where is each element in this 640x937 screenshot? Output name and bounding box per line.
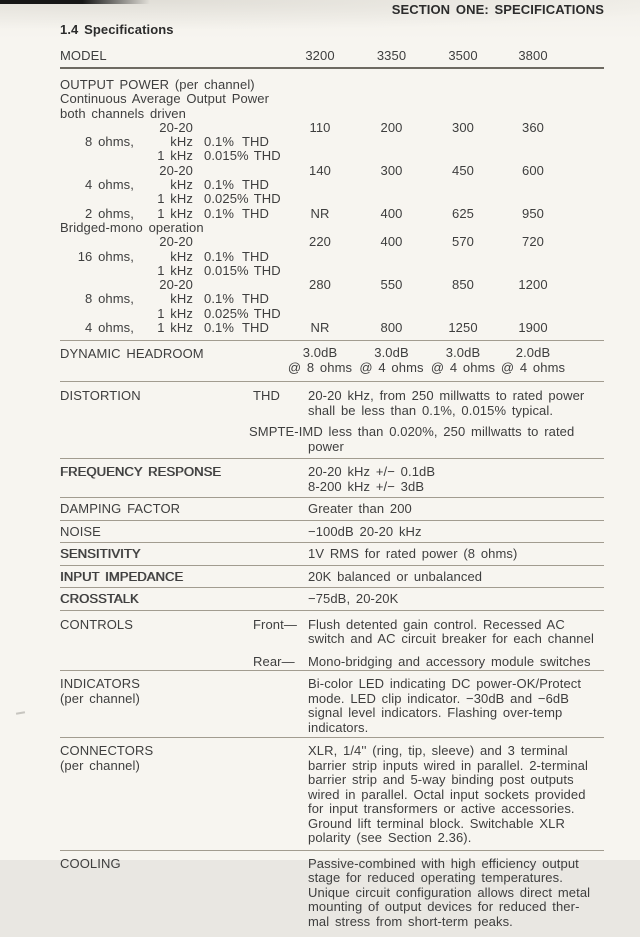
power-condition: [60, 149, 285, 163]
power-value: NR: [310, 320, 330, 336]
thd-unit: THD: [253, 305, 281, 321]
thd-percent: 0.1%: [204, 320, 235, 336]
spec-value: −75dB, 20-20K: [308, 591, 399, 607]
spec-label: DISTORTION: [60, 388, 141, 404]
thd-percent: 0.015%: [204, 148, 249, 164]
freq-label: 1 kHz: [157, 320, 193, 336]
thd-unit: THD: [242, 291, 270, 307]
power-value: 400: [380, 205, 403, 221]
model-number: 3500: [448, 48, 478, 63]
output-power-heading: both channels driven: [60, 105, 186, 121]
ohms-label: 4 ohms,: [85, 320, 134, 336]
section-title: 1.4 Specifications: [60, 22, 174, 37]
power-value: 300: [380, 162, 403, 178]
thd-unit: THD: [253, 191, 281, 207]
power-value: 220: [309, 234, 331, 250]
thd-percent: 0.1%: [204, 205, 235, 221]
spec-value: XLR, 1/4'' (ring, tip, sleeve) and 3 terminal barrier strip inputs wired in parallel. 2-terminal barrier strip and 5-way binding post outputs wired in parallel. Octal input sockets provided for input transformers or active accessories. Ground lift terminal block. Switchable XLR polarity (see Section 2.36).: [308, 743, 588, 846]
dynamic-headroom-row: [60, 341, 604, 382]
ohms-label: 8 ohms,: [85, 134, 134, 150]
output-power-section: [60, 69, 604, 341]
thd-unit: THD: [242, 248, 270, 264]
model-number: 3200: [305, 48, 335, 63]
freq-label: 1 kHz: [157, 148, 193, 164]
spec-label: COOLING: [60, 855, 121, 871]
freq-label: 1 kHz: [157, 305, 193, 321]
headroom-cell: 3.0dB @ 4 ohms: [430, 345, 496, 375]
ohms-label: 16 ohms,: [77, 248, 134, 264]
thd-unit: THD: [242, 177, 270, 193]
power-condition: [60, 321, 285, 335]
power-value: 360: [522, 119, 544, 135]
spec-label: DAMPING FACTOR: [60, 501, 181, 517]
model-number: 3350: [376, 48, 407, 63]
ohms-label: 4 ohms,: [85, 177, 134, 193]
bridged-mono-heading: Bridged-mono operation: [60, 219, 204, 235]
power-row: [60, 307, 604, 321]
headroom-cell: 3.0dB @ 4 ohms: [359, 345, 424, 375]
indicators-row: [60, 671, 604, 738]
thd-percent: 0.025%: [204, 305, 249, 321]
input-impedance-row: [60, 566, 604, 589]
power-value: 1900: [518, 320, 548, 336]
thd-unit: THD: [242, 134, 270, 150]
power-value: 140: [309, 162, 331, 178]
model-row: [60, 48, 604, 69]
power-row: [60, 321, 604, 335]
power-row: [60, 192, 604, 206]
power-row: [60, 164, 604, 193]
power-value: 720: [522, 234, 544, 250]
model-number: 3800: [518, 48, 548, 63]
thd-percent: 0.1%: [204, 177, 235, 193]
spec-label: CROSSTALK: [60, 591, 139, 607]
sensitivity-row: [60, 543, 604, 566]
spec-label: DYNAMIC HEADROOM: [60, 346, 204, 362]
freq-label: 20-20 kHz: [159, 234, 193, 264]
power-value: 400: [380, 234, 403, 250]
power-value: 600: [522, 162, 544, 178]
thd-percent: 0.1%: [204, 248, 235, 264]
thd-percent: 0.1%: [204, 134, 235, 150]
power-row: [60, 121, 604, 150]
noise-row: [60, 521, 604, 544]
spec-value: 20-20 kHz +/− 0.1dB 8-200 kHz +/− 3dB: [308, 464, 436, 494]
spec-label: SENSITIVITY: [60, 546, 141, 562]
power-row: [60, 235, 604, 264]
spec-label: CONTROLS: [60, 616, 134, 632]
thd-unit: THD: [242, 320, 270, 336]
headroom-cell: 2.0dB @ 4 ohms: [500, 345, 566, 375]
power-value: 800: [380, 320, 403, 336]
damping-factor-row: [60, 498, 604, 521]
power-value: 1200: [518, 277, 548, 293]
power-value: 280: [309, 277, 331, 293]
power-value: 550: [380, 277, 403, 293]
freq-label: 20-20 kHz: [159, 162, 193, 193]
ohms-label: 8 ohms,: [85, 291, 134, 307]
model-label: MODEL: [60, 48, 107, 63]
power-condition: [60, 192, 285, 206]
spec-label: FREQUENCY RESPONSE: [60, 464, 222, 480]
output-power-heading: OUTPUT POWER (per channel): [60, 77, 255, 92]
page-header: SECTION ONE: SPECIFICATIONS: [391, 2, 604, 17]
freq-label: 1 kHz: [157, 262, 193, 278]
spec-value: Passive-combined with high efficiency output stage for reduced operating temperatures. Unique circuit configuration allows direct metal mounting of output devices for reduced ther- mal stress from short-term peaks.: [308, 855, 591, 929]
power-value: 450: [452, 162, 474, 178]
freq-label: 1 kHz: [157, 191, 193, 207]
spec-value: Greater than 200: [308, 501, 412, 517]
power-value: NR: [310, 205, 330, 221]
controls-rear-value: Mono-bridging and accessory module switches: [308, 653, 591, 669]
power-condition: [60, 121, 285, 150]
spec-value: 20-20 kHz, from 250 millwatts to rated power shall be less than 0.1%, 0.015% typical. SMPTE-IMD less than 0.020%, 250 millwatts to rated power: [249, 388, 585, 454]
thd-unit: THD: [253, 148, 281, 164]
spec-label: NOISE: [60, 523, 101, 539]
thd-percent: 0.1%: [204, 291, 235, 307]
power-condition: [60, 207, 285, 221]
power-condition: [60, 164, 285, 193]
spec-label: CONNECTORS (per channel): [60, 743, 154, 773]
power-condition: [60, 235, 285, 264]
power-row: [60, 207, 604, 221]
freq-label: 1 kHz: [157, 205, 193, 221]
power-value: 200: [380, 119, 403, 135]
front-label: Front—: [253, 616, 297, 632]
power-value: 950: [522, 205, 544, 221]
controls-front-value: Flush detented gain control. Recessed AC switch and AC circuit breaker for each channel: [308, 616, 594, 647]
spec-label: INPUT IMPEDANCE: [60, 568, 184, 584]
thd-unit: THD: [242, 205, 270, 221]
spec-value: Bi-color LED indicating DC power-OK/Protect mode. LED clip indicator. −30dB and −6dB signal level indicators. Flashing over-temp indicators.: [308, 676, 582, 735]
power-value: 570: [452, 234, 474, 250]
power-value: 300: [452, 119, 474, 135]
thd-unit: THD: [253, 262, 281, 278]
scan-edge-artifact: [0, 0, 150, 4]
power-condition: [60, 307, 285, 321]
spec-value: 20K balanced or unbalanced: [308, 568, 483, 584]
power-condition: [60, 278, 285, 307]
power-row: [60, 278, 604, 307]
thd-percent: 0.025%: [204, 191, 249, 207]
output-power-heading: Continuous Average Output Power: [60, 91, 270, 107]
spec-value: −100dB 20-20 kHz: [308, 523, 422, 539]
power-value: 1250: [448, 320, 478, 336]
thd-mid-label: THD: [253, 388, 281, 404]
connectors-row: [60, 738, 604, 851]
power-value: 850: [452, 277, 474, 293]
power-condition: [60, 264, 285, 278]
rear-label: Rear—: [253, 653, 295, 669]
freq-label: 20-20 kHz: [159, 119, 193, 150]
power-row: [60, 264, 604, 278]
controls-row: [60, 611, 604, 672]
freq-label: 20-20 kHz: [159, 277, 193, 307]
power-value: 110: [309, 119, 331, 135]
distortion-row: [60, 382, 604, 459]
power-row: [60, 149, 604, 163]
ohms-label: 2 ohms,: [85, 205, 134, 221]
headroom-cell: 3.0dB @ 8 ohms: [287, 345, 353, 375]
power-value: 625: [452, 205, 474, 221]
frequency-response-row: [60, 459, 604, 498]
spec-label: INDICATORS (per channel): [60, 676, 140, 706]
cooling-row: [60, 851, 604, 937]
spec-value: 1V RMS for rated power (8 ohms): [308, 546, 518, 562]
thd-percent: 0.015%: [204, 262, 249, 278]
crosstalk-row: [60, 588, 604, 611]
